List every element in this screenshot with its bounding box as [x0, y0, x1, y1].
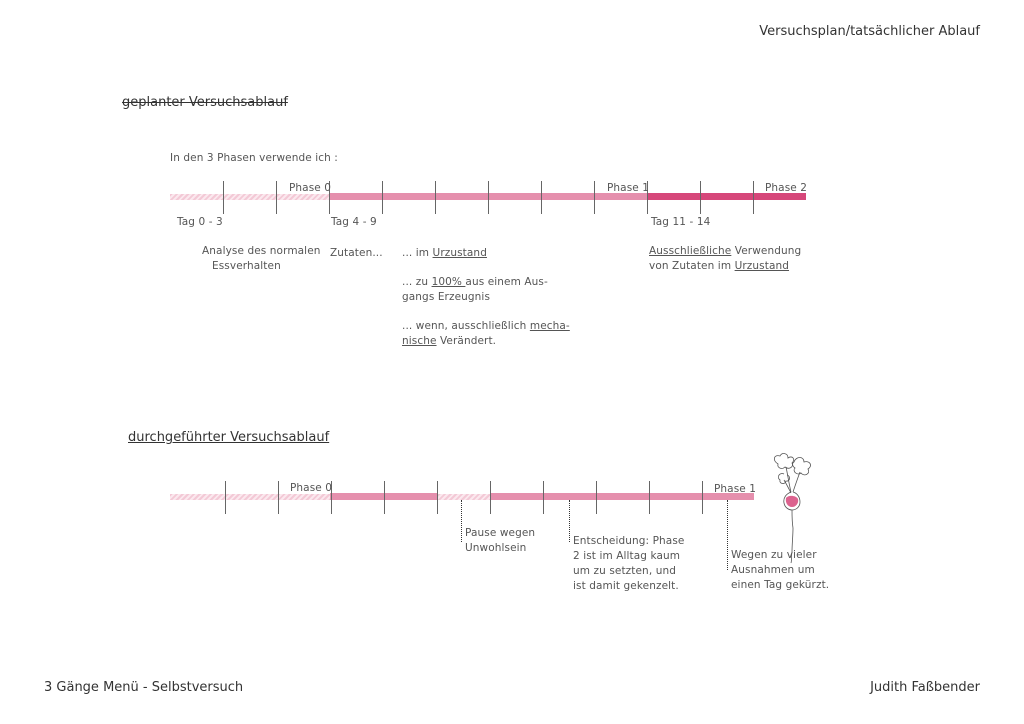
- planned-phase1-label: Phase 1: [607, 182, 650, 194]
- planned-tick: [488, 181, 489, 214]
- planned-phase0-bar: [330, 193, 648, 200]
- note-text: ... zu: [402, 276, 432, 288]
- actual-tick: [649, 481, 650, 514]
- zutaten-label: Zutaten...: [330, 247, 383, 259]
- note-text: ... wenn, ausschließlich: [402, 320, 530, 332]
- shortened-marker-line: [727, 500, 728, 570]
- planned-heading: geplanter Versuchsablauf: [122, 95, 288, 110]
- decision-note-line1: Entscheidung: Phase: [573, 535, 685, 547]
- pause-note-line2: Unwohlsein: [465, 542, 527, 554]
- phase2-note-line1: [649, 244, 801, 259]
- actual-tick: [225, 481, 226, 514]
- footer-author: Judith Faßbender: [870, 680, 980, 695]
- actual-tick: [490, 481, 491, 514]
- note-underlined: Urzustand: [432, 247, 487, 259]
- planned-tick: [594, 181, 595, 214]
- shortened-note-line1: Wegen zu vieler: [731, 549, 817, 561]
- actual-phase0-label: Phase 0: [290, 482, 333, 494]
- radish-sketch-icon: [764, 452, 822, 564]
- actual-heading: durchgeführter Versuchsablauf: [128, 430, 330, 445]
- note-underlined: mecha-: [529, 320, 570, 332]
- note-text: Verwendung: [731, 245, 802, 257]
- note-mechanic-line1: [402, 319, 570, 334]
- note-text: von Zutaten im: [649, 260, 735, 272]
- note-mechanic-line2: [402, 334, 496, 349]
- actual-tick: [596, 481, 597, 514]
- note-text: aus einem Aus-: [465, 276, 548, 288]
- decision-note-line3: um zu setzten, und: [573, 565, 676, 577]
- note-underlined: Ausschließliche: [649, 245, 732, 257]
- actual-tick: [437, 481, 438, 514]
- pause-marker-line: [461, 500, 462, 542]
- footer-project-title: 3 Gänge Menü - Selbstversuch: [44, 680, 244, 695]
- note-underlined: Urzustand: [734, 260, 790, 272]
- page-title: Versuchsplan/tatsächlicher Ablauf: [759, 24, 980, 39]
- note-text: ... im: [402, 247, 433, 259]
- note-100-line2: gangs Erzeugnis: [402, 291, 491, 303]
- note-100-line1: [402, 275, 548, 290]
- planned-tick: [276, 181, 277, 214]
- actual-tick: [278, 481, 279, 514]
- shortened-note-line3: einen Tag gekürzt.: [731, 579, 830, 591]
- planned-tick: [382, 181, 383, 214]
- day-label: Tag 11 - 14: [651, 216, 711, 228]
- analysis-note-line1: Analyse des normalen: [202, 245, 321, 257]
- planned-tick: [435, 181, 436, 214]
- planned-tick: [700, 181, 701, 214]
- phase2-note-line2: [649, 259, 789, 274]
- decision-note-line4: ist damit gekenzelt.: [573, 580, 679, 592]
- decision-marker-line: [569, 500, 570, 542]
- actual-pause-bar: [438, 494, 490, 500]
- planned-tick: [753, 181, 754, 214]
- actual-phase1-label: Phase 1: [714, 483, 757, 495]
- analysis-note-line2: Essverhalten: [212, 260, 281, 272]
- day-label: Tag 4 - 9: [331, 216, 377, 228]
- planned-tick: [223, 181, 224, 214]
- actual-tick: [702, 481, 703, 514]
- note-urzustand: [402, 246, 487, 261]
- note-underlined: nische: [402, 335, 437, 347]
- planned-phase2-label: Phase 2: [765, 182, 808, 194]
- planned-tick: [541, 181, 542, 214]
- actual-tick: [543, 481, 544, 514]
- note-text: Verändert.: [436, 335, 497, 347]
- planned-phase0-label: Phase 0: [289, 182, 332, 194]
- planned-intro: In den 3 Phasen verwende ich :: [170, 152, 338, 164]
- pause-note-line1: Pause wegen: [465, 527, 536, 539]
- shortened-note-line2: Ausnahmen um: [731, 564, 815, 576]
- actual-tick: [384, 481, 385, 514]
- day-label: Tag 0 - 3: [177, 216, 223, 228]
- decision-note-line2: 2 ist im Alltag kaum: [573, 550, 681, 562]
- note-underlined: 100%: [431, 276, 466, 288]
